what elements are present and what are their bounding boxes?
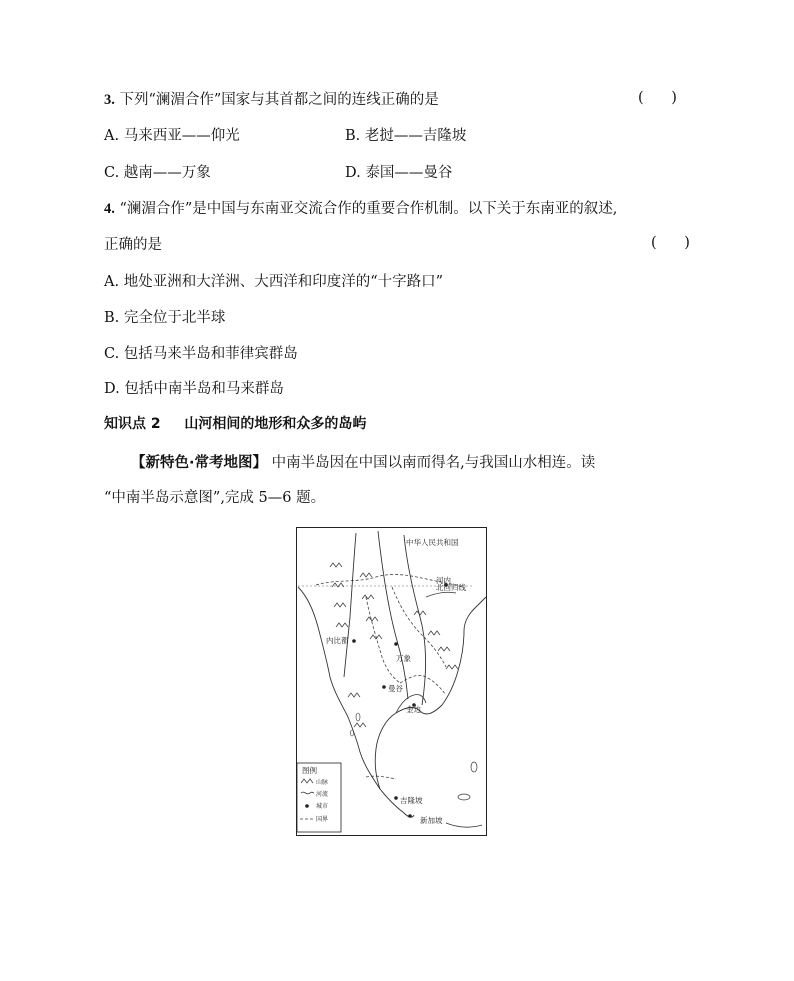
q3-option-b: B. 老挝——吉隆坡 — [345, 128, 467, 144]
label-bangkok: 曼谷 — [388, 684, 403, 693]
label-singapore: 新加坡 — [420, 816, 443, 825]
label-china: 中华人民共和国 — [406, 538, 459, 547]
q4-stem-line2: 正确的是 — [104, 237, 162, 253]
knowledge-point-title: 山河相间的地形和众多的岛屿 — [184, 416, 367, 432]
label-tropic: 北回归线 — [436, 583, 466, 592]
q3-stem: 下列“澜湄合作”国家与其首都之间的连线正确的是 — [119, 92, 439, 108]
label-hanoi: 河内 — [436, 576, 451, 585]
label-naypyidaw: 内比都 — [326, 636, 349, 645]
knowledge-point-label: 知识点 2 — [104, 416, 161, 432]
legend-border: 国界 — [316, 816, 329, 823]
q4-stem-line — [104, 199, 617, 219]
q4-stem-line1: “澜湄合作”是中国与东南亚交流合作的重要合作机制。以下关于东南亚的叙述, — [119, 201, 618, 217]
map-legend — [297, 763, 341, 832]
legend-city: 城市 — [316, 803, 329, 810]
q3-answer-paren: ( ) — [638, 90, 677, 106]
q4-option-a: A. 地处亚洲和大洋洲、大西洋和印度洋的“十字路口” — [104, 274, 444, 290]
q4-option-b: B. 完全位于北半球 — [104, 310, 226, 326]
label-phnompenh: 金边 — [406, 705, 421, 714]
legend-mountain: 山脉 — [316, 779, 329, 786]
label-vientiane: 万象 — [396, 654, 411, 663]
q3-option-d: D. 泰国——曼谷 — [345, 165, 453, 181]
legend-river: 河流 — [316, 791, 329, 798]
intro-text1: 中南半岛因在中国以南而得名,与我国山水相连。读 — [271, 455, 596, 471]
q4-answer-paren: ( ) — [651, 235, 690, 251]
q4-option-d: D. 包括中南半岛和马来群岛 — [104, 381, 284, 397]
intro-line1 — [131, 453, 595, 473]
q4-option-c: C. 包括马来半岛和菲律宾群岛 — [104, 346, 298, 362]
knowledge-point-heading — [104, 414, 366, 434]
intro-tag: 【新特色·常考地图】 — [131, 455, 268, 471]
legend-title: 图例 — [302, 766, 317, 775]
q3-option-c: C. 越南——万象 — [104, 165, 211, 181]
intro-line2: “中南半岛示意图”,完成 5—6 题。 — [104, 490, 326, 506]
legend-city-icon — [305, 804, 309, 808]
q4-number: 4. — [104, 201, 115, 217]
label-kualalumpur: 吉隆坡 — [400, 796, 423, 805]
q3-number: 3. — [104, 92, 115, 108]
q3-stem-line — [104, 90, 439, 110]
indochina-map — [296, 527, 487, 836]
q3-option-a: A. 马来西亚——仰光 — [104, 128, 240, 144]
